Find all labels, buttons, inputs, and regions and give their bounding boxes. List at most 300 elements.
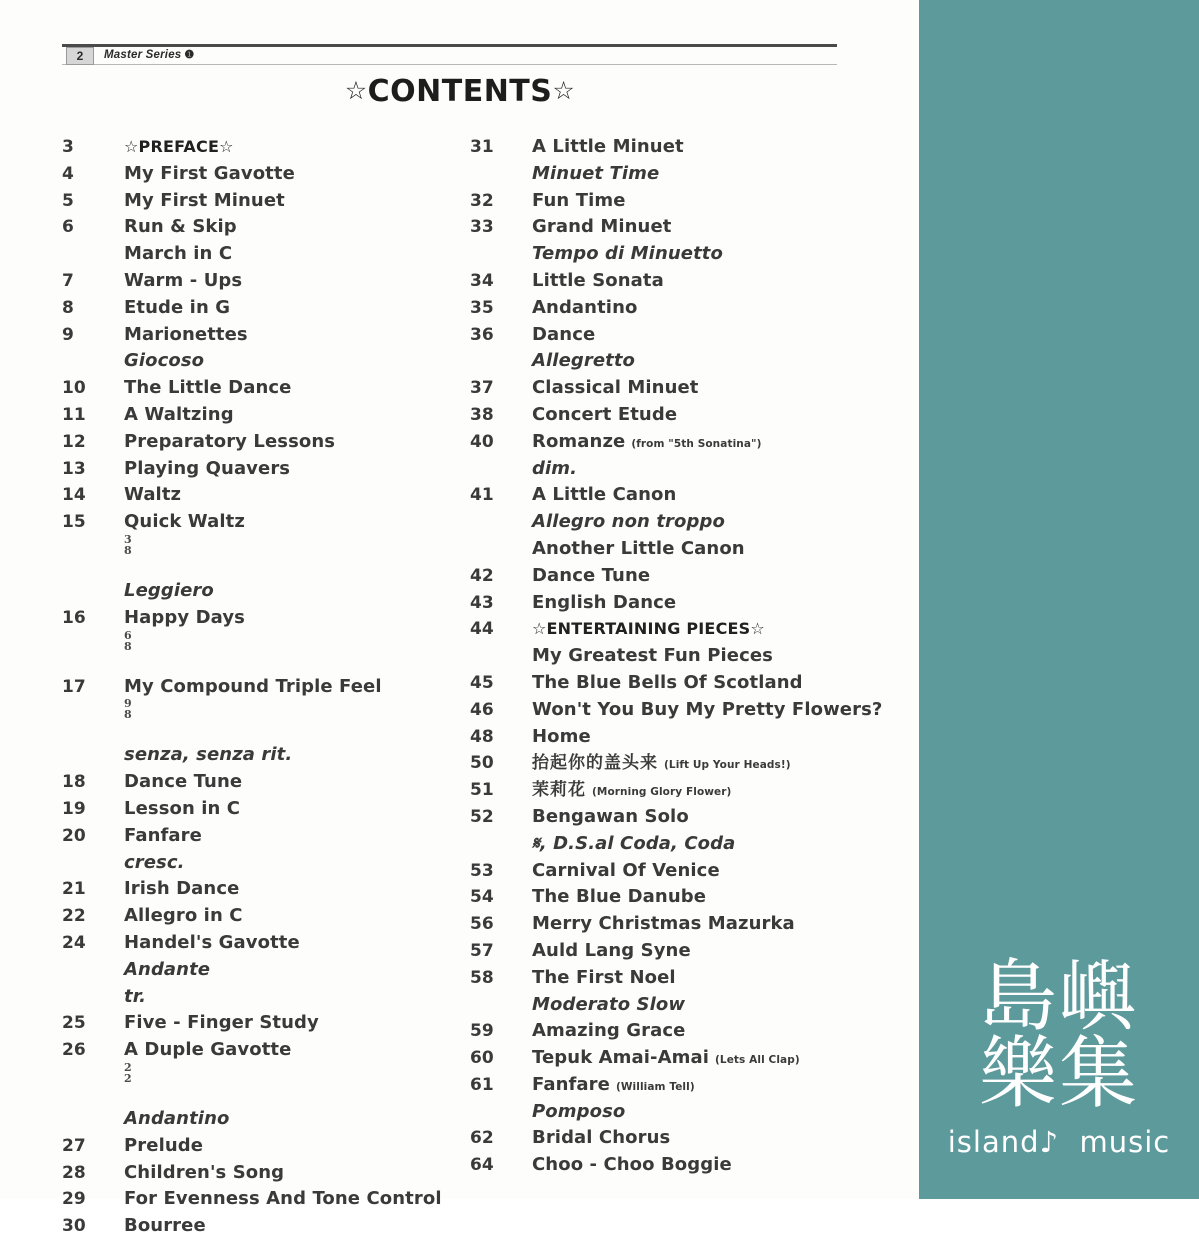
toc-title-text: Tempo di Minuetto [532, 243, 723, 265]
toc-entry-title [532, 1045, 800, 1074]
toc-entry-title [124, 674, 382, 701]
toc-entry-title [532, 188, 626, 215]
toc-title-text: Marionettes [124, 323, 248, 345]
toc-entry [470, 295, 900, 322]
toc-entry-title [124, 605, 245, 632]
toc-entry-title [532, 831, 735, 858]
toc-title-text: 𝄋, D.S.al Coda, Coda [532, 832, 736, 854]
toc-entry-title [532, 1152, 732, 1179]
toc-page-number: 45 [470, 672, 494, 693]
toc-title-text: Moderato Slow [532, 993, 686, 1015]
toc-entry [470, 590, 900, 617]
header-rule-thin [62, 64, 837, 65]
toc-page-number: 42 [470, 565, 494, 586]
toc-entry [62, 1186, 462, 1213]
star-icon: ☆ [219, 137, 234, 156]
toc-entry-title [532, 750, 791, 779]
toc-entry [62, 1060, 462, 1106]
toc-entry [62, 1133, 462, 1160]
toc-title-text: Dance [532, 323, 596, 345]
header-rule-thick [62, 44, 837, 47]
toc-title-text: 茉莉花 [532, 780, 586, 801]
toc-entry-title [124, 188, 285, 215]
toc-entry-title [124, 375, 291, 402]
toc-entry-title [532, 482, 676, 509]
toc-entry [470, 858, 900, 885]
toc-page-number: 27 [62, 1135, 86, 1156]
toc-title-text: My Greatest Fun Pieces [532, 645, 773, 667]
toc-page-number: 62 [470, 1128, 494, 1149]
toc-entry [470, 1099, 900, 1126]
toc-title-text: Run & Skip [124, 216, 237, 238]
toc-entry-title [124, 630, 132, 654]
toc-entry-title [532, 563, 650, 590]
page-title-text: CONTENTS [367, 74, 553, 109]
toc-title-text: A Little Canon [532, 484, 677, 506]
toc-entry [62, 796, 462, 823]
toc-entry-title [532, 1099, 625, 1126]
toc-entry-title [124, 957, 210, 984]
toc-entry [470, 1072, 900, 1099]
toc-entry [62, 295, 462, 322]
series-title: Master Series [104, 49, 182, 61]
toc-title-text: Warm - Ups [124, 269, 243, 291]
toc-page-number: 13 [62, 458, 86, 479]
toc-entry-title [532, 161, 659, 188]
toc-entry [470, 241, 900, 268]
toc-entry-title [124, 1133, 203, 1160]
toc-title-text: Prelude [124, 1134, 204, 1156]
star-icon: ☆ [750, 619, 765, 639]
toc-entry-title [532, 268, 664, 295]
toc-page-number: 61 [470, 1074, 494, 1095]
toc-entry [62, 402, 462, 429]
toc-title-text: My Compound Triple Feel [124, 675, 382, 697]
toc-page-number: 37 [470, 378, 494, 399]
toc-title-text: Allegro non troppo [532, 511, 725, 533]
toc-entry-title [124, 268, 242, 295]
series-number-badge: ❶ [184, 49, 195, 61]
toc-entry-title [532, 322, 595, 349]
toc-entry [62, 456, 462, 483]
toc-entry [62, 188, 462, 215]
toc-page-number: 59 [470, 1021, 494, 1042]
toc-entry-title [124, 1106, 229, 1133]
toc-entry-title [532, 884, 706, 911]
toc-entry-title [124, 1037, 291, 1064]
toc-page-number: 40 [470, 431, 494, 452]
toc-title-text: cresc. [124, 851, 185, 873]
logo-cjk-line2: 樂集 [978, 1028, 1139, 1119]
toc-entry [62, 674, 462, 701]
header-page-number: 2 [66, 47, 94, 65]
toc-title-text: dim. [532, 457, 578, 479]
toc-title-text: Quick Waltz [124, 511, 245, 533]
toc-entry [470, 429, 900, 456]
toc-entry-title [124, 509, 245, 536]
toc-title-text: Amazing Grace [532, 1020, 686, 1042]
toc-entry [470, 456, 900, 483]
toc-entry-title [124, 1186, 442, 1213]
toc-entry-title [532, 670, 803, 697]
toc-title-text: Dance Tune [532, 564, 651, 586]
toc-entry-title [124, 769, 242, 796]
toc-page-number: 56 [470, 914, 494, 935]
toc-title-text: Choo - Choo Boggie [532, 1154, 732, 1176]
toc-entry-title [532, 295, 637, 322]
header-series-label [104, 48, 194, 61]
logo-cjk-line1: 島嶼 [978, 951, 1139, 1042]
toc-title-text: A Little Minuet [532, 136, 684, 157]
toc-title-text: Home [532, 725, 591, 747]
toc-title-annotation: (William Tell) [615, 1080, 695, 1093]
toc-title-text: Andantino [124, 1107, 230, 1129]
toc-entry [62, 482, 462, 509]
toc-entry [470, 1045, 900, 1072]
toc-page-number: 57 [470, 940, 494, 961]
toc-page-number: 43 [470, 592, 494, 613]
toc-title-text: Lesson in C [124, 797, 241, 819]
toc-page-number: 64 [470, 1155, 494, 1176]
toc-title-text: Five - Finger Study [124, 1012, 319, 1034]
toc-page-number: 24 [62, 932, 86, 953]
toc-page-number: 22 [62, 906, 86, 927]
star-right-icon: ☆ [552, 76, 576, 105]
toc-entry-title [124, 578, 214, 605]
toc-entry-title [532, 536, 745, 563]
toc-entry [470, 884, 900, 911]
toc-title-text: A Waltzing [124, 403, 234, 425]
toc-title-text: English Dance [532, 591, 677, 613]
toc-page-number: 51 [470, 780, 494, 801]
toc-entry-title [532, 858, 720, 885]
toc-page-number: 9 [62, 324, 74, 345]
eighth-note-icon: ♪ [1039, 1125, 1060, 1159]
toc-entry-title [124, 482, 181, 509]
toc-entry [470, 616, 900, 643]
toc-entry [62, 348, 462, 375]
toc-entry-title [124, 1010, 319, 1037]
toc-entry-title [532, 509, 725, 536]
toc-entry-title [124, 134, 234, 161]
toc-title-text: The Little Dance [124, 377, 292, 399]
time-signature-denominator: 8 [124, 639, 132, 653]
toc-title-text: Children's Song [124, 1161, 285, 1183]
toc-entry [470, 509, 900, 536]
toc-title-text: The Blue Danube [532, 886, 707, 908]
logo-latin [937, 1125, 1181, 1159]
toc-title-text: Etude in G [124, 296, 231, 318]
toc-page-number: 14 [62, 485, 86, 506]
star-icon: ☆ [124, 137, 139, 156]
toc-entry [470, 322, 900, 349]
toc-title-text: Fanfare [532, 1073, 610, 1095]
toc-entry-title [124, 698, 132, 722]
toc-entry [470, 724, 900, 751]
toc-entry-title [124, 742, 292, 769]
toc-entry-title [532, 348, 635, 375]
toc-entry [470, 911, 900, 938]
toc-title-text: Romanze [532, 430, 626, 452]
toc-entry [62, 930, 462, 957]
toc-title-text: Happy Days [124, 606, 245, 628]
toc-page-number: 33 [470, 217, 494, 238]
time-signature [124, 534, 132, 556]
toc-entry-title [124, 984, 146, 1011]
logo-latin-right: music [1079, 1125, 1171, 1159]
toc-entry [470, 938, 900, 965]
toc-entry [470, 670, 900, 697]
toc-page-number: 18 [62, 772, 86, 793]
toc-entry-title [124, 348, 204, 375]
toc-entry [62, 1037, 462, 1064]
toc-entry [470, 777, 900, 804]
toc-entry [470, 992, 900, 1019]
toc-entry [62, 161, 462, 188]
star-left-icon: ☆ [344, 76, 368, 105]
toc-title-text: Classical Minuet [532, 377, 699, 399]
toc-entry-title [124, 534, 132, 558]
toc-entry-title [124, 322, 248, 349]
toc-entry-title [124, 241, 232, 268]
toc-entry-title [124, 295, 230, 322]
toc-page-number: 21 [62, 879, 86, 900]
toc-entry [470, 375, 900, 402]
toc-page-number: 26 [62, 1040, 86, 1061]
toc-page-number: 35 [470, 297, 494, 318]
toc-title-text: Pomposo [532, 1100, 626, 1122]
toc-entry-title [532, 402, 677, 429]
toc-title-text: The First Noel [532, 966, 676, 988]
toc-title-text: Concert Etude [532, 403, 678, 425]
toc-title-text: Playing Quavers [124, 457, 291, 479]
toc-entry-title [532, 1018, 685, 1045]
toc-title-text: Preparatory Lessons [124, 430, 336, 452]
toc-page-number: 38 [470, 404, 494, 425]
toc-entry [62, 628, 462, 674]
toc-entry-title [124, 850, 185, 877]
toc-entry [470, 965, 900, 992]
toc-entry-title [532, 804, 689, 831]
toc-title-annotation: (from "5th Sonatina") [631, 437, 762, 450]
contents-column-right [470, 134, 900, 1179]
toc-entry [62, 268, 462, 295]
toc-entry [62, 984, 462, 1011]
toc-page-number: 34 [470, 270, 494, 291]
toc-entry-title [532, 697, 882, 724]
toc-page-number: 36 [470, 324, 494, 345]
toc-page-number: 28 [62, 1162, 86, 1183]
toc-entry [62, 903, 462, 930]
toc-entry [62, 823, 462, 850]
toc-entry-title [124, 456, 290, 483]
toc-entry [470, 831, 900, 858]
toc-page-number: 25 [62, 1013, 86, 1034]
toc-title-text: A Duple Gavotte [124, 1039, 292, 1061]
toc-title-text: Fun Time [532, 189, 626, 211]
star-icon: ☆ [532, 619, 547, 639]
toc-entry-title [532, 134, 684, 161]
toc-entry [470, 1152, 900, 1179]
contents-column-left [62, 134, 462, 1240]
toc-title-text: Dance Tune [124, 771, 243, 793]
toc-page-number: 50 [470, 753, 494, 774]
time-signature-numerator: 2 [124, 1060, 132, 1074]
toc-title-text: Allegretto [532, 350, 636, 372]
toc-title-annotation: (Morning Glory Flower) [592, 786, 732, 799]
toc-entry [470, 402, 900, 429]
toc-page-number: 30 [62, 1216, 86, 1237]
toc-entry [62, 876, 462, 903]
toc-entry [62, 134, 462, 161]
toc-entry [470, 750, 900, 777]
toc-title-text: Another Little Canon [532, 537, 745, 559]
toc-entry-title [532, 456, 577, 483]
toc-entry [62, 850, 462, 877]
toc-entry-title [532, 214, 672, 241]
toc-title-text: Bengawan Solo [532, 805, 689, 827]
toc-entry-title [532, 375, 699, 402]
toc-entry-title [532, 590, 676, 617]
toc-page-number: 15 [62, 512, 86, 533]
toc-title-text: Giocoso [124, 350, 205, 372]
toc-entry [62, 429, 462, 456]
page-title [0, 74, 920, 109]
toc-title-text: Grand Minuet [532, 216, 672, 238]
toc-section-label: PREFACE [138, 137, 220, 156]
time-signature-numerator: 6 [124, 628, 132, 642]
toc-entry-title [124, 1160, 284, 1187]
toc-entry [470, 697, 900, 724]
toc-page-number: 58 [470, 967, 494, 988]
toc-title-text: Handel's Gavotte [124, 931, 300, 953]
toc-entry-title [532, 724, 591, 751]
time-signature [124, 1062, 132, 1084]
toc-entry [62, 1160, 462, 1187]
toc-title-text: Carnival Of Venice [532, 859, 720, 881]
toc-entry-title [532, 429, 762, 458]
toc-entry-title [532, 777, 731, 806]
time-signature-numerator: 3 [124, 532, 132, 546]
toc-title-text: Bridal Chorus [532, 1127, 671, 1149]
toc-entry-title [532, 1072, 695, 1101]
toc-page-number: 54 [470, 887, 494, 908]
island-music-logo [937, 951, 1181, 1159]
toc-entry-title [124, 930, 300, 957]
toc-entry [470, 188, 900, 215]
toc-entry [470, 134, 900, 161]
time-signature-numerator: 9 [124, 697, 132, 711]
toc-entry-title [124, 429, 335, 456]
toc-title-text: Auld Lang Syne [532, 939, 691, 961]
toc-title-text: March in C [124, 243, 233, 265]
toc-entry-title [532, 616, 765, 643]
toc-title-text: Little Sonata [532, 269, 664, 291]
toc-entry [62, 509, 462, 536]
toc-page-number: 10 [62, 378, 86, 399]
toc-entry [62, 697, 462, 742]
toc-page-number: 44 [470, 619, 494, 640]
toc-entry [470, 348, 900, 375]
toc-page-number: 16 [62, 607, 86, 628]
toc-entry [62, 1106, 462, 1133]
toc-entry-title [124, 214, 237, 241]
toc-entry-title [124, 823, 202, 850]
time-signature-denominator: 2 [124, 1071, 132, 1085]
toc-entry [470, 563, 900, 590]
toc-page-number: 3 [62, 137, 74, 157]
toc-title-text: For Evenness And Tone Control [124, 1188, 442, 1210]
toc-page-number: 8 [62, 297, 74, 318]
toc-title-text: Bourree [124, 1215, 206, 1237]
toc-entry [470, 482, 900, 509]
toc-page-number: 32 [470, 190, 494, 211]
toc-page-number: 46 [470, 699, 494, 720]
logo-cjk [937, 951, 1181, 1119]
toc-title-text: 抬起你的盖头来 [532, 753, 658, 774]
toc-title-text: Leggiero [124, 579, 214, 601]
toc-entry-title [532, 911, 795, 938]
toc-entry [470, 536, 900, 563]
toc-entry [470, 214, 900, 241]
toc-page-number: 7 [62, 270, 74, 291]
toc-entry [470, 643, 900, 670]
time-signature-denominator: 8 [124, 708, 132, 722]
toc-page-number: 41 [470, 485, 494, 506]
time-signature-denominator: 8 [124, 543, 132, 557]
toc-title-text: Won't You Buy My Pretty Flowers? [532, 698, 883, 720]
toc-entry [62, 214, 462, 241]
toc-title-text: Merry Christmas Mazurka [532, 913, 795, 935]
toc-page-number: 20 [62, 825, 86, 846]
toc-entry [62, 322, 462, 349]
time-signature [124, 630, 132, 652]
toc-entry [470, 161, 900, 188]
toc-entry-title [532, 241, 723, 268]
toc-entry-title [532, 965, 676, 992]
toc-page-number: 4 [62, 163, 74, 184]
toc-entry-title [124, 1062, 132, 1086]
toc-entry-title [124, 796, 240, 823]
toc-page-number: 19 [62, 798, 86, 819]
toc-entry-title [532, 938, 691, 965]
toc-entry [62, 241, 462, 268]
toc-entry [62, 578, 462, 605]
toc-entry-title [532, 992, 685, 1019]
toc-entry-title [532, 1125, 670, 1152]
toc-entry-title [124, 402, 234, 429]
toc-entry-title [124, 161, 295, 188]
toc-title-annotation: (Lift Up Your Heads!) [664, 759, 791, 772]
toc-page-number: 6 [62, 217, 74, 238]
toc-entry [470, 804, 900, 831]
toc-page-number: 11 [62, 404, 86, 425]
toc-page-number: 52 [470, 806, 494, 827]
running-header [62, 44, 837, 66]
toc-entry [62, 742, 462, 769]
toc-entry-title [124, 876, 239, 903]
toc-entry [62, 769, 462, 796]
toc-page-number: 17 [62, 676, 86, 697]
toc-page-number: 53 [470, 860, 494, 881]
toc-title-text: senza, senza rit. [124, 744, 293, 766]
toc-entry [62, 1213, 462, 1240]
toc-entry [62, 605, 462, 632]
toc-title-text: Waltz [124, 484, 182, 506]
toc-entry-title [124, 1213, 206, 1240]
toc-entry [62, 532, 462, 578]
toc-title-text: Fanfare [124, 824, 202, 846]
